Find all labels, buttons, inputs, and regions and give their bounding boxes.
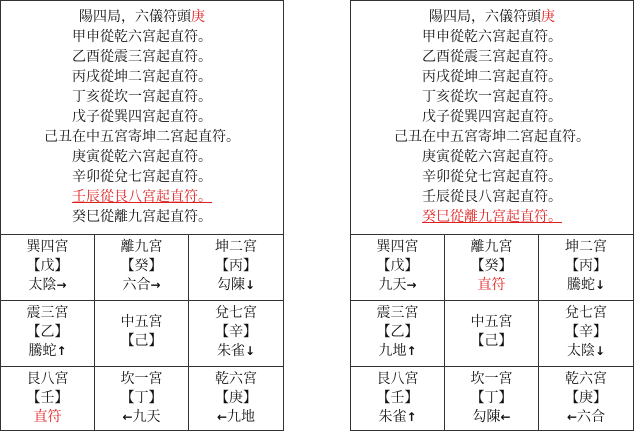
palace-cell — [189, 366, 283, 431]
header-line — [351, 27, 633, 47]
header-title: 陽四局，六儀符頭 — [429, 9, 541, 25]
header-text-block — [351, 1, 633, 234]
palace-star-line — [351, 408, 444, 427]
header-line-text: 甲申從乾六宮起直符。 — [72, 29, 212, 45]
palace-stem: 【癸】 — [120, 258, 163, 274]
header-line — [351, 187, 633, 207]
header-title-suffix: 庚 — [191, 9, 205, 25]
palace-cell — [189, 300, 283, 366]
palace-stem: 【丁】 — [470, 390, 513, 406]
palace-star-line — [445, 408, 538, 427]
arrow-down-icon: ↓ — [244, 278, 256, 292]
header-line — [351, 127, 633, 147]
header-line — [351, 147, 633, 167]
header-line-text: 辛卯從兌七宮起直符。 — [72, 169, 212, 185]
palace-stem: 【壬】 — [376, 390, 419, 406]
palace-star-line — [1, 342, 94, 361]
palace-star: 太陰 — [566, 343, 595, 359]
palace-cell — [1, 300, 95, 366]
header-line — [351, 67, 633, 87]
palace-stem: 【癸】 — [470, 258, 513, 274]
right-panel — [350, 0, 634, 431]
header-line — [1, 107, 283, 127]
palace-stem: 【戊】 — [376, 258, 419, 274]
palace-cell — [539, 366, 633, 431]
header-line — [351, 87, 633, 107]
header-text-block — [1, 1, 283, 234]
palace-grid — [1, 234, 283, 431]
palace-cell — [445, 300, 539, 366]
header-line — [351, 107, 633, 127]
palace-star: 六合 — [122, 277, 151, 293]
palace-name: 中五宮 — [470, 314, 513, 330]
palace-star-line — [351, 276, 444, 295]
palace-cell — [351, 234, 445, 300]
header-line — [1, 47, 283, 67]
palace-name: 乾六宮 — [215, 371, 257, 387]
header-line-text: 庚寅從乾六宮起直符。 — [72, 149, 212, 165]
arrow-left-icon: ← — [216, 410, 228, 424]
palace-cell — [95, 234, 189, 300]
palace-stem: 【丙】 — [215, 258, 257, 274]
arrow-up-icon: ↑ — [56, 344, 67, 358]
palace-star: 朱雀 — [378, 409, 407, 425]
header-line-text: 戊子從巽四宮起直符。 — [72, 109, 212, 125]
header-line — [351, 47, 633, 67]
header-line-text: 己丑在中五宮寄坤二宮起直符。 — [44, 129, 240, 145]
header-line-text: 乙酉從震三宮起直符。 — [72, 49, 212, 65]
palace-star: 直符 — [33, 409, 62, 425]
header-line — [1, 67, 283, 87]
header-line-text: 癸巳從離九宮起直符。 — [72, 209, 212, 225]
palace-star: 九地 — [378, 343, 407, 359]
palace-cell — [445, 366, 539, 431]
header-title-line — [1, 7, 283, 27]
palace-star: 太陰 — [28, 277, 57, 293]
palace-name: 坤二宮 — [565, 239, 607, 255]
palace-name: 離九宮 — [470, 239, 513, 255]
arrow-up-icon: ↑ — [406, 344, 417, 358]
palace-name: 巽四宮 — [26, 239, 69, 255]
arrow-right-icon: → — [150, 278, 161, 292]
header-line-text: 辛卯從兌七宮起直符。 — [422, 169, 562, 185]
palace-name: 坎一宮 — [120, 371, 163, 387]
palace-stem: 【丙】 — [565, 258, 607, 274]
palace-cell — [351, 366, 445, 431]
palace-star-line — [189, 408, 283, 427]
header-line-text: 丙戌從坤二宮起直符。 — [422, 69, 562, 85]
header-line — [1, 27, 283, 47]
palace-name: 坎一宮 — [470, 371, 513, 387]
palace-star: 九地 — [227, 409, 256, 425]
palace-name: 坤二宮 — [215, 239, 257, 255]
header-line — [1, 87, 283, 107]
header-line — [1, 187, 283, 207]
header-title-suffix: 庚 — [541, 9, 555, 25]
palace-star-line — [351, 342, 444, 361]
header-line — [1, 147, 283, 167]
header-line — [1, 207, 283, 227]
palace-star: 騰蛇 — [566, 277, 595, 293]
header-line-text: 庚寅從乾六宮起直符。 — [422, 149, 562, 165]
arrow-left-icon: ← — [566, 410, 578, 424]
palace-star-line — [539, 342, 633, 361]
palace-stem: 【庚】 — [215, 390, 257, 406]
header-line — [351, 207, 633, 227]
palace-star: 騰蛇 — [28, 343, 57, 359]
palace-name: 震三宮 — [376, 305, 419, 321]
palace-cell — [445, 234, 539, 300]
palace-star-line — [1, 408, 94, 427]
header-line-text: 壬辰從艮八宮起直符。 — [422, 189, 562, 205]
header-line-text: 乙酉從震三宮起直符。 — [422, 49, 562, 65]
palace-star: 直符 — [477, 277, 506, 293]
palace-star-line — [1, 276, 94, 295]
palace-star-line — [189, 342, 283, 361]
palace-cell — [1, 366, 95, 431]
header-line — [1, 127, 283, 147]
highlighted-line-text: 壬辰從艮八宮起直符。 — [72, 189, 212, 205]
palace-star-line — [539, 276, 633, 295]
arrow-up-icon: ↑ — [406, 410, 417, 424]
header-line — [351, 167, 633, 187]
header-title: 陽四局，六儀符頭 — [79, 9, 191, 25]
palace-name: 巽四宮 — [376, 239, 419, 255]
palace-cell — [539, 234, 633, 300]
palace-cell — [351, 300, 445, 366]
palace-stem: 【己】 — [470, 333, 513, 349]
palace-stem: 【辛】 — [215, 324, 257, 340]
arrow-left-icon: ← — [500, 410, 511, 424]
palace-cell — [95, 366, 189, 431]
arrow-right-icon: → — [56, 278, 67, 292]
arrow-right-icon: → — [406, 278, 417, 292]
palace-star: 朱雀 — [216, 343, 245, 359]
arrow-left-icon: ← — [122, 410, 133, 424]
palace-cell — [189, 234, 283, 300]
header-line-text: 丁亥從坎一宮起直符。 — [422, 89, 562, 105]
palace-name: 震三宮 — [26, 305, 69, 321]
palace-cell — [1, 234, 95, 300]
palace-name: 艮八宮 — [26, 371, 69, 387]
header-line-text: 己丑在中五宮寄坤二宮起直符。 — [394, 129, 590, 145]
left-panel — [0, 0, 284, 431]
palace-star: 九天 — [132, 409, 161, 425]
palace-star: 勾陳 — [472, 409, 501, 425]
palace-star-line — [95, 276, 188, 295]
header-line-text: 戊子從巽四宮起直符。 — [422, 109, 562, 125]
palace-grid — [351, 234, 633, 431]
palace-cell — [539, 300, 633, 366]
palace-name: 兌七宮 — [215, 305, 257, 321]
palace-stem: 【丁】 — [120, 390, 163, 406]
palace-stem: 【辛】 — [565, 324, 607, 340]
palace-stem: 【乙】 — [26, 324, 69, 340]
header-title-line — [351, 7, 633, 27]
palace-stem: 【庚】 — [565, 390, 607, 406]
palace-star: 九天 — [378, 277, 407, 293]
palace-stem: 【乙】 — [376, 324, 419, 340]
palace-star-line — [95, 408, 188, 427]
palace-star-line — [445, 276, 538, 295]
header-line-text: 丙戌從坤二宮起直符。 — [72, 69, 212, 85]
palace-star-line — [189, 276, 283, 295]
palace-name: 離九宮 — [120, 239, 163, 255]
palace-cell — [95, 300, 189, 366]
arrow-down-icon: ↓ — [594, 278, 606, 292]
palace-stem: 【己】 — [120, 333, 163, 349]
palace-name: 中五宮 — [120, 314, 163, 330]
palace-name: 艮八宮 — [376, 371, 419, 387]
palace-name: 乾六宮 — [565, 371, 607, 387]
arrow-down-icon: ↓ — [244, 344, 256, 358]
header-line-text: 丁亥從坎一宮起直符。 — [72, 89, 212, 105]
arrow-down-icon: ↓ — [594, 344, 606, 358]
header-line-text: 甲申從乾六宮起直符。 — [422, 29, 562, 45]
palace-star-line — [539, 408, 633, 427]
palace-stem: 【壬】 — [26, 390, 69, 406]
highlighted-line-text: 癸巳從離九宮起直符。 — [422, 209, 562, 225]
palace-stem: 【戊】 — [26, 258, 69, 274]
palace-star: 六合 — [577, 409, 606, 425]
palace-star: 勾陳 — [216, 277, 245, 293]
palace-name: 兌七宮 — [565, 305, 607, 321]
header-line — [1, 167, 283, 187]
